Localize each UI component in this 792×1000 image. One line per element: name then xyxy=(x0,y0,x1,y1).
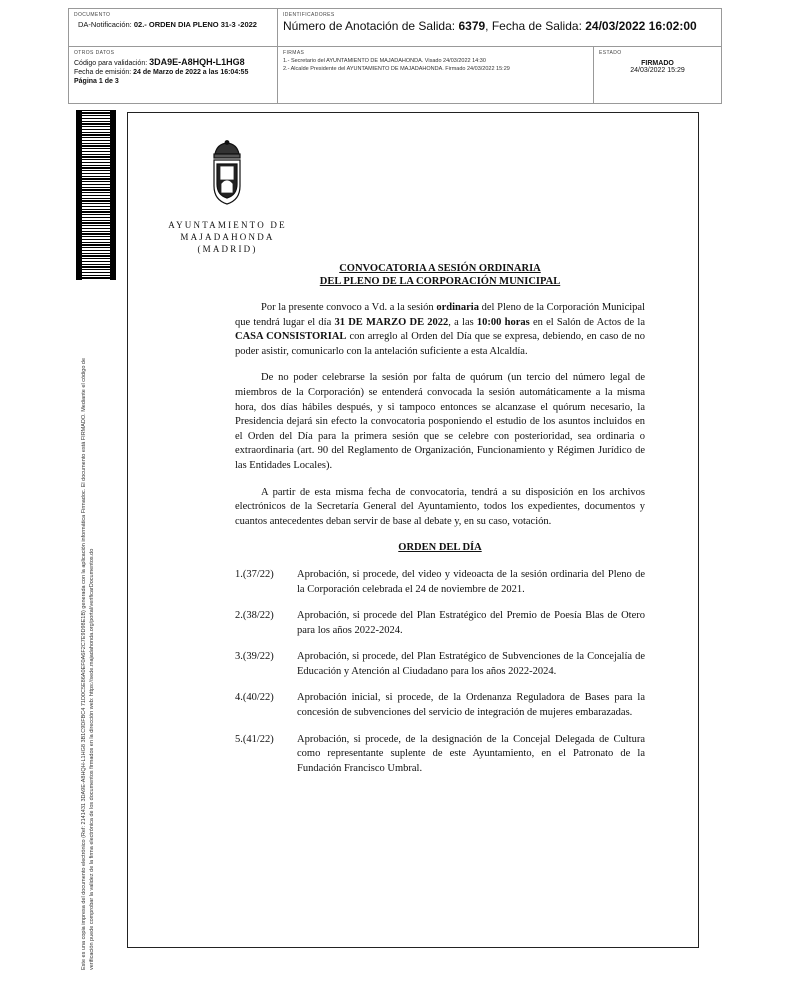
fecha-prefix: Fecha de emisión: xyxy=(74,69,132,76)
agenda-item-number: 2.(38/22) xyxy=(235,610,274,622)
sidenote-line-2: verificación puede comprobar la validez de la firma electrónica de los documentos firmados en la dirección web: https://sede.majadahonda.org/portal/verificarDocumentos.do xyxy=(89,548,95,970)
document-title xyxy=(235,262,645,288)
agenda-item-text: Aprobación, si procede, del Plan Estratégico de Subvenciones de la Concejalía de Educación y Atención al Ciudadano para los años 2022-2024. xyxy=(297,651,645,677)
para1-a: Por la presente convoco a Vd. a la sesión xyxy=(261,302,437,313)
agenda-item-number: 4.(40/22) xyxy=(235,692,274,704)
paragraph-convocatoria xyxy=(235,301,645,359)
documento-prefix: DA-Notificación: xyxy=(78,20,132,29)
para1-b: ordinaria xyxy=(436,302,479,313)
agenda-item xyxy=(235,691,645,720)
firmas-label: FIRMAS xyxy=(283,50,305,56)
estado-date: 24/03/2022 15:29 xyxy=(630,67,685,74)
agenda-item xyxy=(235,733,645,777)
registro-prefix: Número de Anotación de Salida: xyxy=(283,19,456,33)
para1-h: CASA CONSISTORIAL xyxy=(235,331,347,343)
firma-2: 2.- Alcalde Presidente del AYUNTAMIENTO DE MAJADAHONDA. Firmado 24/03/2022 15:29 xyxy=(283,65,510,72)
para1-f: 10:00 horas xyxy=(476,316,530,328)
agenda-item-number: 3.(39/22) xyxy=(235,651,274,663)
documento-cell xyxy=(69,9,278,47)
agenda-item-text: Aprobación inicial, si procede, de la Ordenanza Reguladora de Bases para la concesión de subvenciones del servicio de integración de mujeres embarazadas. xyxy=(297,692,645,719)
agenda-item-text: Aprobación, si procede, de la designación de la Concejal Delegada de Cultura como representante suplente de este Ayuntamiento, en el Patronato de la Fundación Francisco Umbral. xyxy=(297,733,645,774)
letterhead xyxy=(150,219,305,255)
verification-sidenote xyxy=(80,290,96,970)
otros-cell xyxy=(69,47,278,103)
registro-number: 6379 xyxy=(458,19,486,33)
title-line-1: CONVOCATORIA A SESIÓN ORDINARIA xyxy=(339,263,541,274)
agenda-item-text: Aprobación, si procede del Plan Estratégico del Premio de Poesía Blas de Otero para los años 2022-2024. xyxy=(297,610,645,636)
agenda-item-number: 5.(41/22) xyxy=(235,733,274,745)
firmas-cell xyxy=(278,47,594,103)
fecha-emision: 24 de Marzo de 2022 a las 16:04:55 xyxy=(133,69,249,76)
codigo-prefix: Código para validación: xyxy=(74,60,148,67)
estado-label: ESTADO xyxy=(599,50,622,56)
agenda-item-text: Aprobación, si procede, del video y videoacta de la sesión ordinaria del Pleno de la Corporación celebrada el 24 de noviembre de 2021. xyxy=(297,568,645,595)
registro-date: 24/03/2022 16:02:00 xyxy=(585,19,697,33)
document-body xyxy=(235,262,645,788)
letterhead-line-1: AYUNTAMIENTO DE xyxy=(168,220,287,230)
barcode-image xyxy=(76,110,116,280)
coat-of-arms-icon xyxy=(207,140,247,208)
agenda-item-number: 1.(37/22) xyxy=(235,568,274,580)
document-header xyxy=(68,8,722,104)
validation-code: 3DA9E-A8HQH-L1HG8 xyxy=(149,57,245,67)
agenda-item xyxy=(235,650,645,679)
sidenote-line-1: Este es una copia impresa del documento electrónico (Ref: 2141431 3DA9E-A8HQH-L1HG8 3B1C9DFBC4 71D0C5E86A0EF0A6F2C7E9D98E1B) generada con la aplicación informática Firmadoc. El documento está FIRMADO. Mediante el código de xyxy=(81,357,87,970)
estado-cell xyxy=(594,47,721,103)
paragraph-quorum: De no poder celebrarse la sesión por falta de quórum (un tercio del número legal de miembros de la Corporación) se entenderá convocada la sesión automáticamente a la misma hora, dos días hábiles después, y si tampoco entonces se alcanzase el quórum necesario, la Presidencia dejará sin efecto la convocatoria posponiendo el estudio de los asuntos incluidos en el Orden del Día para la primera sesión que se celebre con posterioridad, sea ordinaria o extraordinaria (art. 90 del Reglamento de Organización, Funcionamiento y Régimen Jurídico de las Entidades Locales). xyxy=(235,372,645,471)
registro-mid: , Fecha de Salida: xyxy=(485,19,582,33)
agenda-item xyxy=(235,568,645,597)
registro-label: IDENTIFICADORES xyxy=(283,12,335,18)
firma-1: 1.- Secretario del AYUNTAMIENTO DE MAJADAHONDA. Visado 24/03/2022 14:30 xyxy=(283,58,486,64)
otros-label: OTROS DATOS xyxy=(74,50,115,56)
title-line-2: DEL PLENO DE LA CORPORACIÓN MUNICIPAL xyxy=(319,276,561,287)
letterhead-line-2: MAJADAHONDA xyxy=(180,232,275,242)
letterhead-line-3: (MADRID) xyxy=(197,244,258,254)
agenda-item xyxy=(235,609,645,638)
registro-cell xyxy=(278,9,721,47)
estado-value: FIRMADO xyxy=(641,60,674,67)
paragraph-archivos: A partir de esta misma fecha de convocatoria, tendrá a su disposición en los archivos electrónicos de la Secretaría General del Ayuntamiento, todos los expedientes, documentos y cuantos antecedentes deban servir de base al debate y, en su caso, votación. xyxy=(235,486,645,527)
para1-g: en el Salón de Actos de la xyxy=(529,316,646,328)
orden-del-dia-title: ORDEN DEL DÍA xyxy=(398,542,482,554)
para1-e: , a las xyxy=(448,316,477,328)
documento-value: 02.- ORDEN DIA PLENO 31-3 -2022 xyxy=(133,20,257,29)
page-count: Página 1 de 3 xyxy=(74,78,119,85)
para1-d: 31 DE MARZO DE 2022 xyxy=(334,316,449,328)
para1-c: del Pleno de la Corporación Municipal que tendrá lugar el día xyxy=(235,302,645,328)
documento-label: DOCUMENTO xyxy=(74,12,111,18)
para1-i: con arreglo al Orden del Día que se expresa, debiendo, en caso de no poder asistir, comunicarlo con la antelación suficiente a esta Alcaldía. xyxy=(235,331,646,357)
